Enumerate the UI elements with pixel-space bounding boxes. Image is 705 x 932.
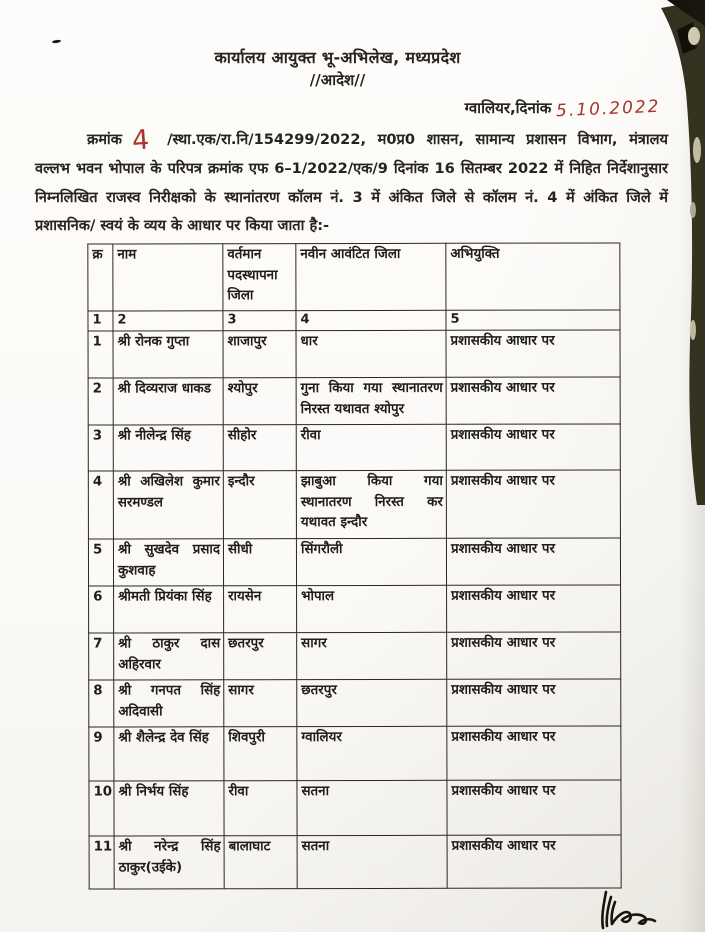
cell-remark	[446, 424, 620, 470]
cell-remark	[447, 780, 621, 835]
signature-mark	[596, 889, 666, 932]
remark-text: प्रशासकीय आधार पर	[450, 427, 555, 443]
handwritten-serial-number: 4	[130, 124, 151, 157]
cell-current-district: शिवपुरी	[224, 727, 297, 781]
table-row	[89, 632, 621, 680]
cell-sno: 2	[88, 378, 113, 425]
col-header-current-district: वर्तमान पदस्थापना जिला	[223, 244, 296, 311]
order-heading: //आदेश//	[309, 71, 366, 89]
col-header-new-district: नवीन आवंटित जिला	[296, 243, 446, 310]
table-row	[88, 424, 620, 471]
cell-current-district: रायसेन	[224, 586, 297, 633]
table-row	[89, 780, 621, 836]
cell-name: श्री अखिलेश कुमार सरमण्डल	[113, 471, 223, 539]
remark-text: प्रशासकीय आधार पर	[450, 473, 555, 489]
cell-current-district: शाजापुर	[223, 331, 296, 378]
cell-sno: 4	[88, 471, 113, 539]
cell-sno: 11	[89, 836, 114, 889]
cell-sno: 1	[88, 331, 113, 378]
table-row	[89, 679, 621, 727]
cell-sno: 10	[89, 781, 114, 836]
cell-new-district: धार	[296, 330, 446, 377]
cell-name: श्री शैलेन्द्र देव सिंह	[114, 727, 224, 781]
cell-name: श्रीमती प्रियंका सिंह	[114, 586, 224, 633]
table-row	[88, 330, 620, 378]
cell-name: श्री रोनक गुप्ता	[113, 331, 223, 378]
column-number: 5	[446, 310, 620, 330]
cell-new-district: गुना किया गया स्थानातरण निरस्त यथावत श्योपुर	[296, 377, 446, 424]
order-paragraph	[35, 126, 668, 241]
remark-text: प्रशासकीय आधार पर	[451, 729, 556, 745]
remark-text: प्रशासकीय आधार पर	[451, 588, 556, 604]
col-header-name: नाम	[113, 244, 223, 311]
handwritten-date: 5.10.2022	[556, 96, 662, 122]
cell-new-district: छतरपुर	[297, 679, 447, 726]
cell-remark	[447, 632, 621, 679]
table-row	[88, 377, 620, 425]
table-row	[89, 585, 621, 633]
cell-sno: 7	[89, 633, 114, 680]
cell-new-district: सतना	[297, 835, 447, 888]
remark-text: प्रशासकीय आधार पर	[450, 380, 555, 396]
office-title: कार्यालय आयुक्त भू-अभिलेख, मध्यप्रदेश	[214, 48, 461, 67]
cell-remark	[447, 679, 621, 726]
cell-new-district: सतना	[297, 780, 447, 835]
column-number-row	[88, 310, 620, 331]
column-number: 3	[223, 311, 296, 331]
column-number: 2	[113, 311, 223, 331]
cell-name: श्री सुखदेव प्रसाद कुशवाह	[113, 539, 223, 586]
cell-remark	[447, 726, 621, 780]
cell-sno: 5	[88, 539, 113, 586]
cell-current-district: सागर	[224, 680, 297, 727]
table-row	[89, 835, 621, 889]
cell-remark	[446, 377, 620, 424]
remark-text: प्रशासकीय आधार पर	[450, 333, 555, 349]
cell-new-district: सागर	[297, 632, 447, 679]
col-header-sno: क्र	[88, 244, 113, 311]
cell-name: श्री निर्भय सिंह	[114, 781, 224, 836]
cell-name: श्री गनपत सिंह अदिवासी	[114, 680, 224, 727]
cell-new-district: सिंगरौली	[296, 538, 446, 585]
cell-name: श्री ठाकुर दास अहिरवार	[114, 633, 224, 680]
cell-remark	[447, 835, 621, 888]
cell-remark	[446, 470, 620, 538]
col-header-remark: अभियुक्ति	[446, 243, 620, 310]
cell-remark	[447, 585, 621, 632]
table-row	[88, 538, 620, 586]
cell-current-district: छतरपुर	[224, 633, 297, 680]
cell-remark	[446, 330, 620, 377]
remark-text: प्रशासकीय आधार पर	[450, 541, 556, 557]
table-row	[89, 726, 621, 781]
cell-new-district: ग्वालियर	[297, 726, 447, 780]
cell-new-district: झाबुआ किया गया स्थानातरण निरस्त कर यथावत इन्दौर	[296, 470, 446, 538]
paragraph-text: /स्था.एक/रा.नि/154299/2022, म0प्र0 शासन, सामान्य प्रशासन विभाग, मंत्रालय वल्लभ भवन भोपाल के परिपत्र क्रमांक एफ 6–1/2022/एक/9 दिनांक 16 सितम्बर 2022 में निहित निर्देशानुसार निम्नलिखित राजस्व निरीक्षको के स्थानांतरण कॉलम नं. 3 में अंकित जिले से कॉलम नं. 4 में अंकित जिले में प्रशासनिक/ स्वयं के व्यय के आधार पर किया जाता है:-	[35, 131, 668, 235]
cell-name: श्री नरेन्द्र सिंह ठाकुर(उईके)	[114, 836, 224, 889]
cell-sno: 6	[89, 586, 114, 633]
cell-current-district: रीवा	[224, 781, 297, 836]
cell-current-district: सीहोर	[223, 425, 296, 471]
place-date-line	[464, 96, 662, 122]
cell-current-district: बालाघाट	[224, 836, 297, 889]
cell-name: श्री दिव्यराज धाकड	[113, 378, 223, 425]
remark-text: प्रशासकीय आधार पर	[451, 682, 556, 698]
cell-sno: 8	[89, 680, 114, 727]
cell-new-district: भोपाल	[297, 585, 447, 632]
cell-remark	[446, 538, 620, 585]
table-row	[88, 470, 620, 539]
cell-sno: 9	[89, 727, 114, 781]
ink-speck	[52, 39, 61, 43]
remark-text: प्रशासकीय आधार पर	[451, 783, 556, 799]
remark-text: प्रशासकीय आधार पर	[451, 635, 556, 651]
paragraph-lead-word: क्रमांक	[87, 131, 122, 148]
cell-current-district: श्योपुर	[223, 378, 296, 425]
cell-sno: 3	[88, 425, 113, 471]
table-header-row	[88, 243, 620, 311]
remark-text: प्रशासकीय आधार पर	[451, 838, 556, 854]
place-date-label: ग्वालियर,दिनांक	[464, 99, 552, 117]
cell-current-district: सीधी	[223, 539, 296, 586]
cell-name: श्री नीलेन्द्र सिंह	[113, 425, 223, 471]
cell-new-district: रीवा	[296, 424, 446, 470]
cell-current-district: इन्दौर	[223, 471, 296, 539]
column-number: 1	[88, 311, 113, 331]
column-number: 4	[296, 310, 446, 330]
transfer-table	[87, 242, 621, 889]
